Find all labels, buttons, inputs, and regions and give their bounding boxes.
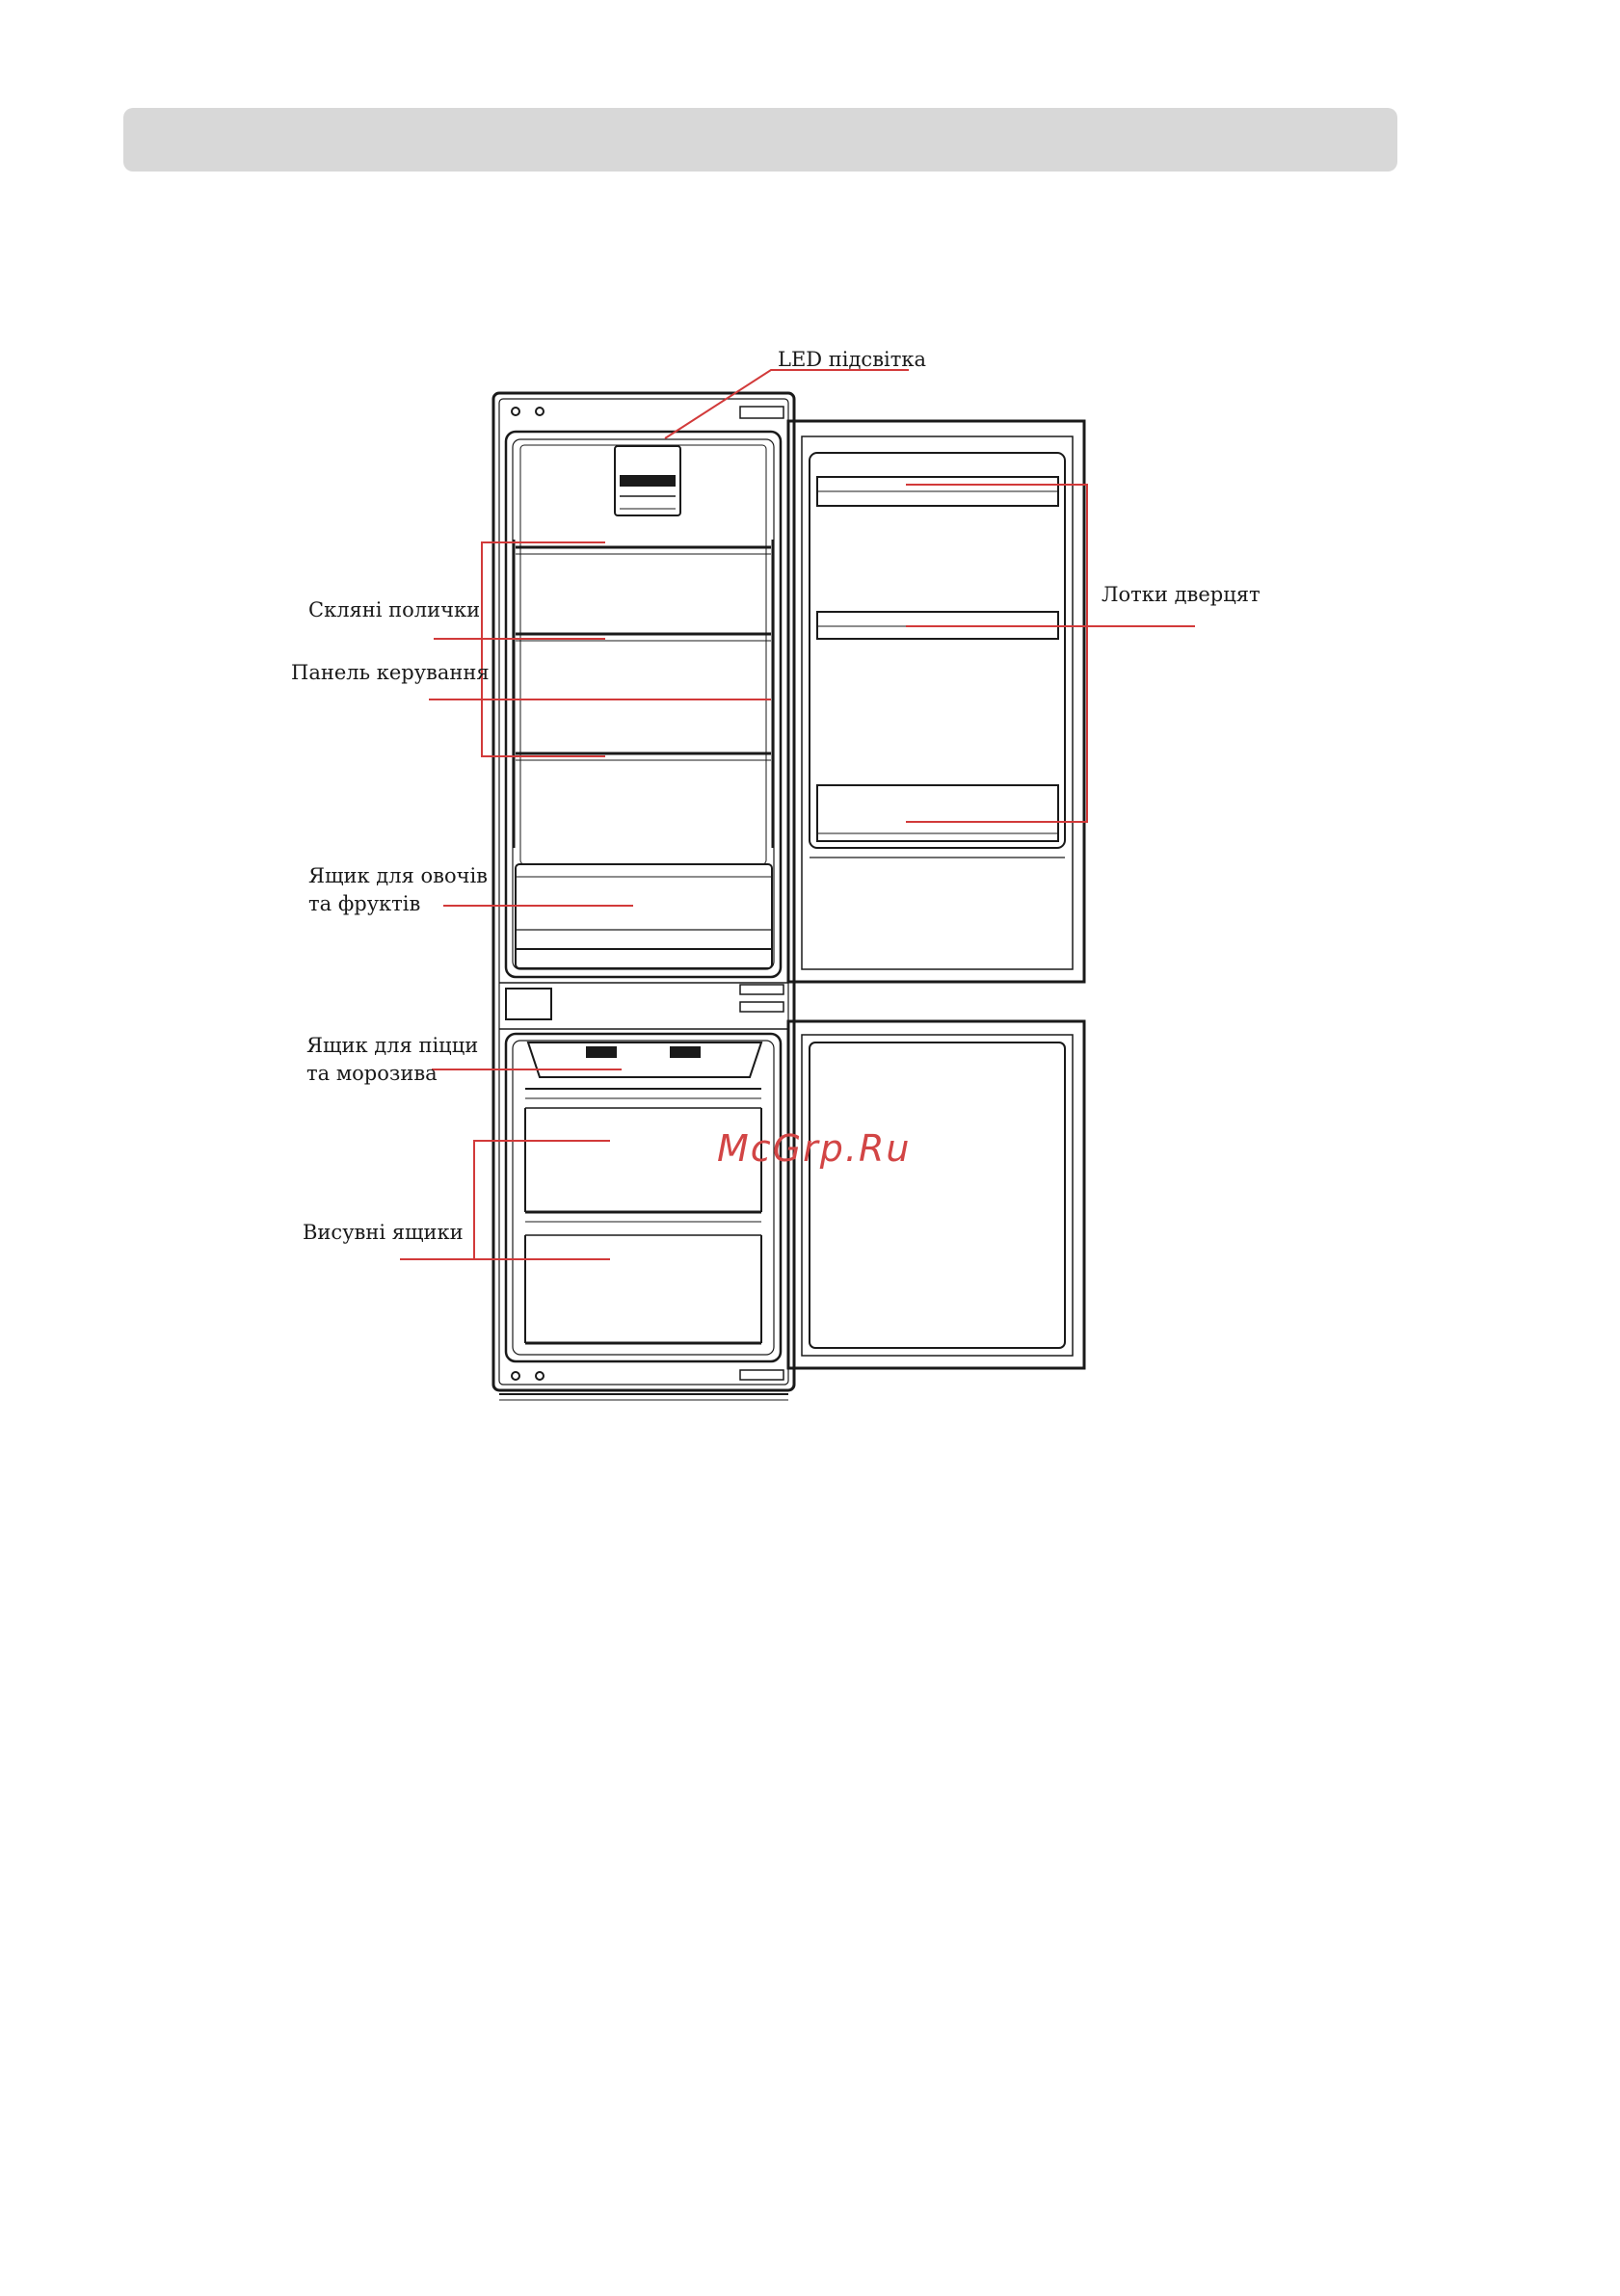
door-hinges (740, 407, 783, 1380)
fridge-door (788, 421, 1084, 982)
label-door-trays: Лотки дверцят (1102, 583, 1261, 606)
labels (291, 348, 1261, 1244)
label-pizza-box-line2: та морозива (306, 1062, 438, 1085)
leader-lines (400, 370, 1195, 1259)
label-veg-box-line2: та фруктів (308, 892, 421, 915)
label-glass-shelves: Скляні полички (308, 598, 481, 621)
fridge-cabinet (493, 393, 794, 1400)
label-control-panel: Панель керування (291, 661, 490, 684)
freezer-door (788, 1021, 1084, 1368)
label-led: LED підсвітка (778, 348, 926, 371)
label-pizza-box-line1: Ящик для піцци (306, 1034, 479, 1057)
label-veg-box-line1: Ящик для овочів (308, 864, 489, 887)
watermark: McGrp.Ru (717, 1127, 912, 1170)
label-drawers: Висувні ящики (303, 1221, 464, 1244)
